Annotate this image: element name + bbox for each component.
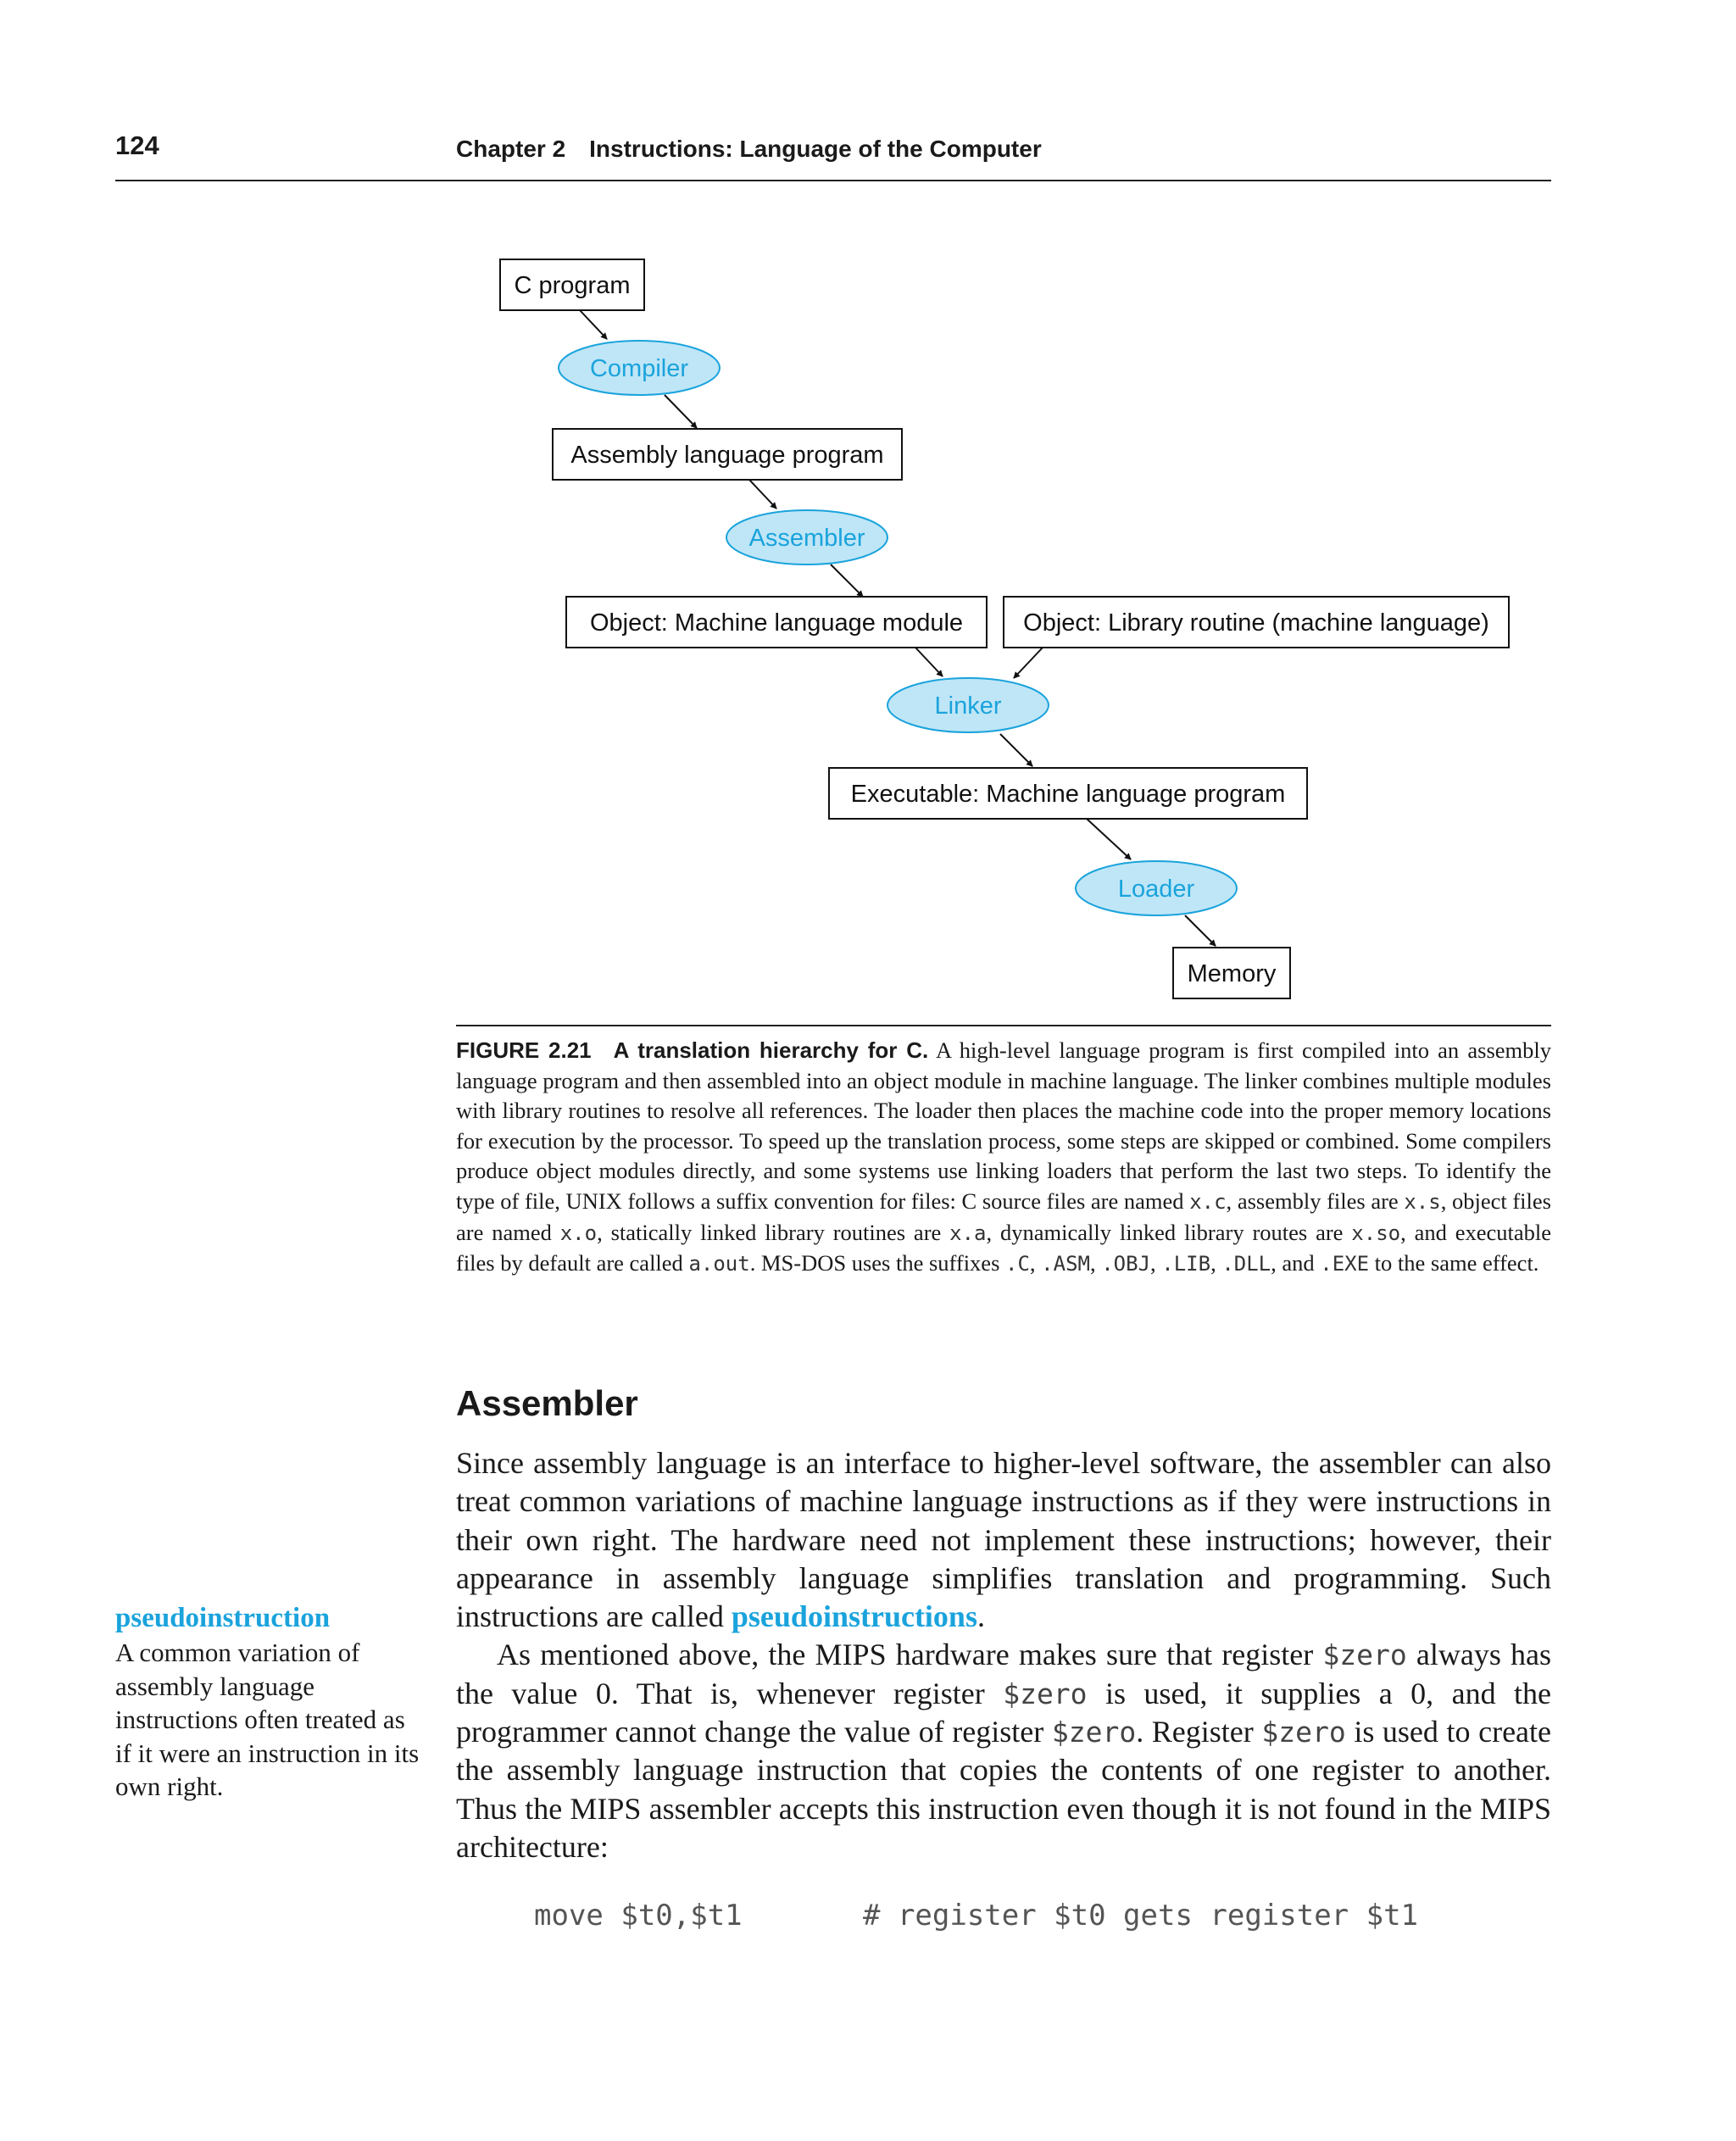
suffix-code: x.c [1189,1189,1227,1214]
margin-glossary-note [115,1600,420,1804]
register-name: $zero [1261,1716,1346,1749]
arrow-assembly-assembler [749,480,776,509]
caption-text: , [1210,1250,1222,1276]
caption-text: , [1029,1250,1042,1276]
caption-text: , [1150,1250,1162,1276]
code-comment: # register $t0 gets register $t1 [863,1899,1419,1932]
paragraph [456,1636,1551,1866]
label-compiler: Compiler [589,355,689,382]
section-heading: Assembler [456,1383,638,1423]
paragraph-text: . Register [1136,1715,1262,1749]
label-object-module: Object: Machine language module [589,609,964,637]
arrow-assembler-object [831,564,863,597]
suffix-code: x.o [559,1221,598,1245]
caption-text: . MS-DOS uses the suffixes [749,1250,1006,1276]
suffix-code: .C [1005,1252,1030,1276]
caption-text: , and executable files by default are called [456,1219,1551,1276]
label-loader: Loader [1117,876,1195,903]
arrow-library-linker [1014,648,1043,678]
code-instruction: move $t0,$t1 [534,1899,743,1932]
caption-text: to the same effect. [1369,1250,1539,1276]
figure-label: FIGURE 2.21 [456,1037,592,1063]
code-example [534,1899,1419,1932]
caption-text: , object files are named [456,1187,1551,1245]
arrow-cprogram-compiler [580,310,607,339]
paragraph [456,1444,1551,1636]
label-linker: Linker [934,692,1002,720]
suffix-code: a.out [688,1252,750,1276]
register-name: $zero [1051,1716,1137,1749]
caption-text: , statically linked library routines are [597,1219,950,1245]
suffix-code: .OBJ [1101,1252,1151,1276]
translation-hierarchy-diagram [0,0,1736,1017]
caption-text: , dynamically linked library routes are [986,1219,1352,1245]
margin-term: pseudoinstruction [115,1603,331,1633]
paragraph-text: is used, it supplies a 0, and the programmer cannot change the value of register [456,1676,1551,1749]
arrow-linker-executable [1000,734,1032,766]
suffix-code: .ASM [1041,1252,1090,1276]
caption-text: , assembly files are [1226,1187,1405,1214]
label-assembler: Assembler [748,525,865,552]
suffix-code: .DLL [1221,1252,1271,1276]
arrow-object-linker [915,648,943,676]
chapter-title: Instructions: Language of the Computer [589,136,1042,162]
caption-rule [456,1025,1551,1026]
label-c-program: C program [514,272,631,299]
paragraph-text: Since assembly language is an interface to higher-level software, the assembler can also treat common variations of machine language instructions as if they were instructions in their own right. The hardware need not implement these instructions; however, their appearance in assembly language simplifies translation and programming. Such instructions are called [456,1446,1551,1634]
suffix-code: .EXE [1320,1252,1370,1276]
suffix-code: x.so [1351,1221,1401,1245]
paragraph-text: is used to create the assembly language instruction that copies the contents of one register to another. Thus the MIPS assembler accepts this instruction even though it is not found in the MIPS architecture: [456,1715,1551,1864]
arrow-compiler-assembly [665,395,697,428]
figure-caption [456,1036,1551,1280]
paragraph-text: always has the value 0. That is, whenever register [456,1638,1551,1710]
paragraph-text: As mentioned above, the MIPS hardware makes sure that register [497,1638,1323,1672]
arrow-loader-memory [1185,915,1216,946]
chapter-label: Chapter 2 [456,136,566,162]
suffix-code: .LIB [1161,1252,1211,1276]
figure-title: A translation hierarchy for C. [613,1037,929,1063]
caption-text: , [1089,1250,1102,1276]
register-name: $zero [1003,1677,1088,1710]
caption-text: , and [1271,1250,1321,1276]
arrow-executable-loader [1087,819,1131,859]
label-executable: Executable: Machine language program [850,781,1286,808]
margin-definition: A common variation of assembly language instructions often treated as if it were an instruction in its own right. [115,1638,420,1801]
caption-text: A high-level language program is first compiled into an assembly language program and then assembled into an object module in machine language. The linker combines multiple modules with library routines to resolve all references. The loader then places the machine code into the proper memory locations for execution by the processor. To speed up the translation process, some steps are skipped or combined. Some compilers produce object modules directly, and some systems use linking loaders that perform the last two steps. To identify the type of file, UNIX follows a suffix convention for files: C source files are named [456,1037,1551,1214]
label-memory: Memory [1187,960,1277,987]
register-name: $zero [1322,1638,1407,1672]
suffix-code: x.s [1404,1189,1441,1214]
label-library-routine: Object: Library routine (machine language) [1023,609,1489,637]
suffix-code: x.a [949,1221,987,1245]
body-text [456,1444,1551,1866]
label-assembly-program: Assembly language program [570,442,884,469]
term-pseudoinstructions: pseudoinstructions [731,1599,977,1634]
page-number: 124 [115,131,159,160]
paragraph-text: . [976,1599,985,1634]
